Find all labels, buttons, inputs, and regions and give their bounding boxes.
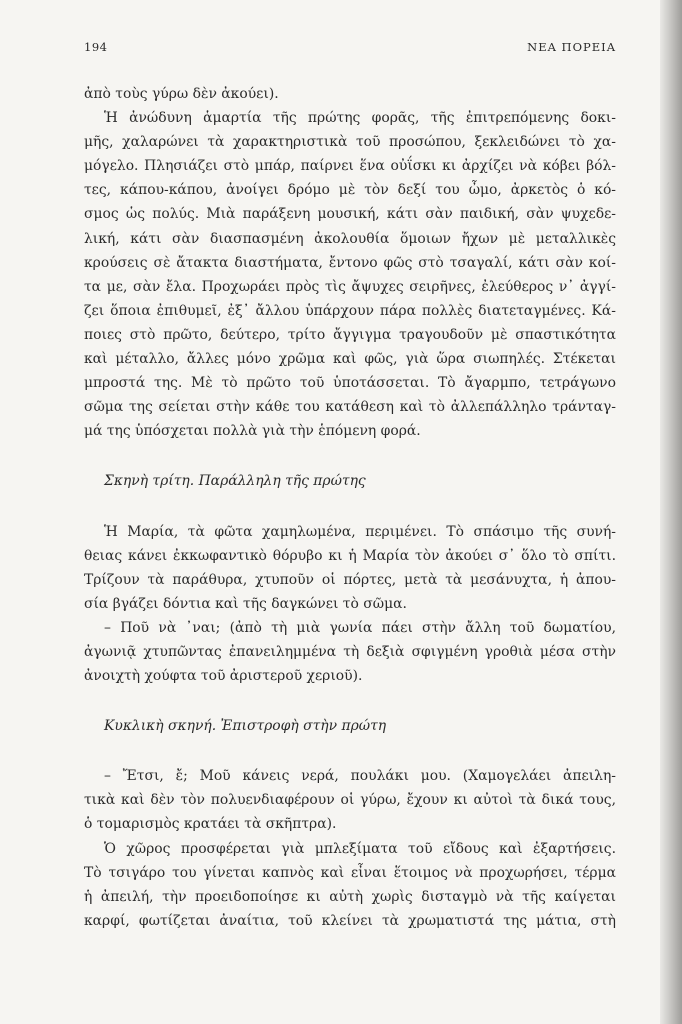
text-line: Ἡ ἀνώδυνη ἁμαρτία τῆς πρώτης φορᾶς, τῆς ἐπιτρεπόμενης δοκι- [104,110,616,127]
text-line: καρφί, φωτίζεται ἀναίτια, τοῦ κλείνει τὰ χρωματιστά της μάτια, στὴ [84,912,616,929]
text-line: ἡ ἀπειλή, τὴν προειδοποίησε κι αὐτὴ χωρὶς δισταγμὸ νὰ τῆς καίγεται [84,888,616,905]
text-line: σία βγάζει δόντια καὶ τῆς δαγκώνει τὸ σῶμα. [84,595,407,612]
text-line: μπροστά της. Μὲ τὸ πρῶτο τοῦ ὑποτάσσεται. Τὸ ἄγαρμπο, τετράγωνο [84,375,616,392]
text-line: τα με, σὰν ἔλα. Προχωράει πρὸς τὶς ἄψυχες σειρῆνες, ἐλεύθερος ν᾽ ἀγγί- [84,278,616,295]
text-line: θειας κάνει ἐκκωφαντικὸ θόρυβο κι ἡ Μαρία τὸν ἀκούει σ᾽ ὅλο τὸ σπίτι. [84,547,616,564]
text-line: τικὰ καὶ δὲν τὸν πολυενδιαφέρουν οἱ γύρω, ἔχουν κι αὐτοὶ τὰ δικά τους, [84,792,616,809]
text-line: ἀνοιχτὴ χούφτα τοῦ ἀριστεροῦ χεριοῦ). [84,668,363,685]
text-line: τες, κάπου-κάπου, ἀνοίγει δρόμο μὲ τὸν δεξί του ὦμο, ἀρκετὸς ὁ κό- [84,182,616,199]
scene-heading: Σκηνὴ τρίτη. Παράλληλη τῆς πρώτης [104,473,366,490]
section-gap [84,688,616,714]
scene-heading: Κυκλικὴ σκηνή. Ἐπιστροφὴ στὴν πρώτη [104,718,387,735]
text-line: λική, κάτι σὰν διασπασμένη ἀκολουθία ὅμοιων ἤχων μὲ μεταλλικὲς [84,230,616,247]
text-line: – Ποῦ νὰ ᾽ναι; (ἀπὸ τὴ μιὰ γωνία πάει στὴν ἄλλη τοῦ δωματίου, [104,619,616,636]
text-line: σῶμα της σείεται στὴν κάθε του κατάθεση καὶ τὸ ἀλλεπάλληλο τράνταγ- [84,399,616,416]
text-line: ἀπὸ τοὺς γύρω δὲν ἀκούει). [84,86,279,102]
text-line: μῆς, χαλαρώνει τὰ χαρακτηριστικὰ τοῦ προσώπου, ξεκλειδώνει τὸ χα- [84,134,616,151]
section-gap [84,443,616,469]
text-line: κρούσεις σὲ ἄτακτα διαστήματα, ἔντονο φῶς στὸ τσαγαλί, κάτι σὰν κοί- [84,254,616,271]
section-gap [84,494,616,520]
text-line: μά της ὑπόσχεται πολλὰ γιὰ τὴν ἑπόμενη φορά. [84,423,421,440]
text-line: ἀγωνιᾷ χτυπῶντας ἐπανειλημμένα τὴ δεξιὰ σφιγμένη γροθιὰ μέσα στὴν [84,643,616,660]
text-line: σμος ὡς πολύς. Μιὰ παράξενη μουσική, κάτι σὰν παιδική, σὰν ψυχεδε- [84,206,616,223]
text-line: Ὁ χῶρος προσφέρεται γιὰ μπλεξίματα τοῦ εἴδους καὶ ἐξαρτήσεις. [104,840,616,857]
running-title: ΝΕΑ ΠΟΡΕΙΑ [527,40,616,54]
page-number: 194 [84,40,108,54]
text-line: ζει ὅποια ἐπιθυμεῖ, ἐξ᾽ ἄλλου ὑπάρχουν πάρα πολλὲς διατεταγμένες. Κά- [84,302,616,319]
text-line: καὶ μέταλλο, ἄλλες μόνο χρῶμα καὶ φῶς, γιὰ ὥρα σιωπηλές. Στέκεται [84,351,616,368]
text-line: ποιες στὸ πρῶτο, δεύτερο, τρίτο ἄγγιγμα τραγουδοῦν μὲ σπαστικότητα [84,326,616,343]
text-line: Ἡ Μαρία, τὰ φῶτα χαμηλωμένα, περιμένει. Τὸ σπάσιμο τῆς συνή- [104,523,616,540]
section-gap [84,738,616,764]
text-line: ὁ τομαρισμὸς κρατάει τὰ σκῆπτρα). [84,816,337,833]
text-line: Τρίζουν τὰ παράθυρα, χτυποῦν οἱ πόρτες, μετὰ τὰ μεσάνυχτα, ἡ ἀπου- [84,571,616,588]
page-body [84,82,616,933]
book-spine-shadow [660,0,682,1024]
text-line: – Ἔτσι, ἔ; Μοῦ κάνεις νερά, πουλάκι μου. (Χαμογελάει ἀπειλη- [104,768,616,785]
text-line: Τὸ τσιγάρο του γίνεται καπνὸς καὶ εἶναι ἕτοιμος νὰ προχωρήσει, τέρμα [84,864,616,881]
page-header [84,40,616,56]
text-line: μόγελο. Πλησιάζει στὸ μπάρ, παίρνει ἕνα οὐΐσκι κι ἀρχίζει νὰ κόβει βόλ- [84,158,616,175]
